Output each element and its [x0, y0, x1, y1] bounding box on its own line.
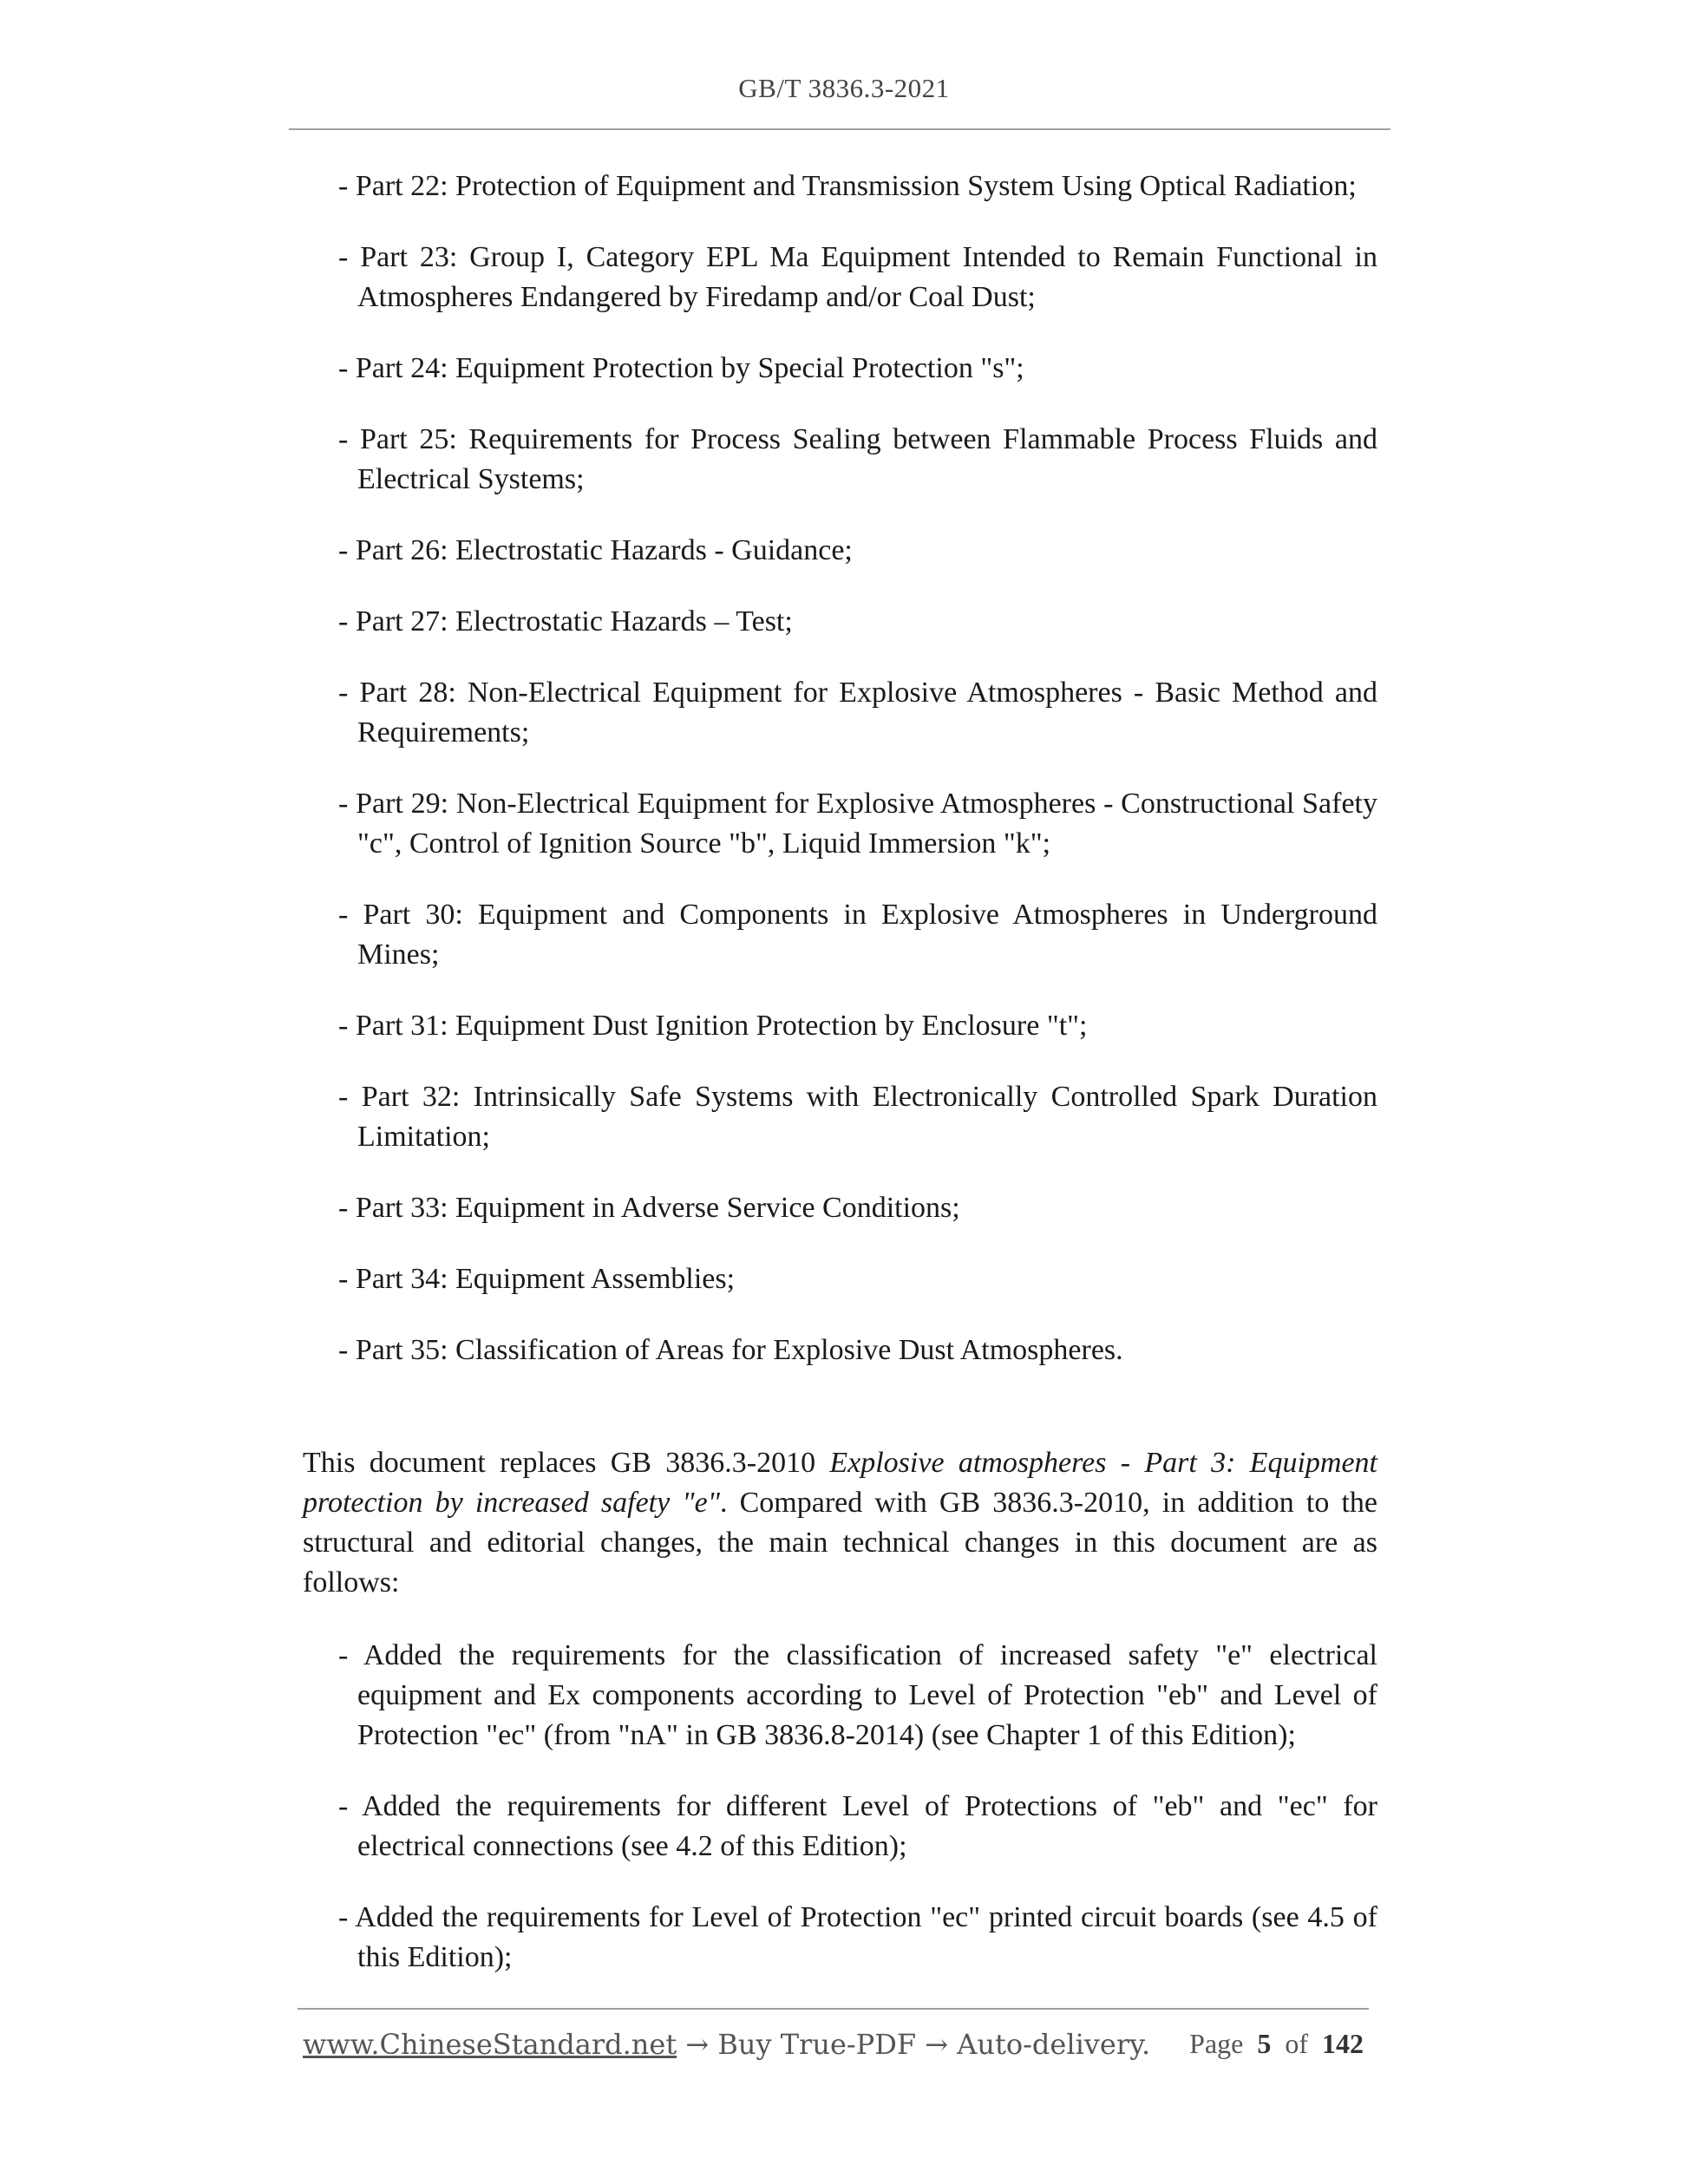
list-item: - Part 26: Electrostatic Hazards - Guidance; [338, 534, 853, 566]
list-item: - Part 32: Intrinsically Safe Systems with Electronically Controlled Spark Duration Limitation; [338, 1081, 1377, 1153]
list-item: - Part 30: Equipment and Components in Explosive Atmospheres in Underground Mines; [338, 899, 1377, 971]
page-header: GB/T 3836.3-2021 [738, 73, 950, 103]
paragraph-italic-title: Explosive atmospheres - Part 3: Equipment protection by increased safety "e" [303, 1447, 1377, 1519]
replacement-paragraph [303, 1443, 1377, 1603]
list-item: - Part 35: Classification of Areas for Explosive Dust Atmospheres. [338, 1334, 1123, 1366]
list-item: - Part 25: Requirements for Process Sealing between Flammable Process Fluids and Electrical Systems; [338, 423, 1377, 495]
list-item: - Added the requirements for Level of Protection "ec" printed circuit boards (see 4.5 of this Edition); [338, 1901, 1377, 1973]
paragraph-rest: . Compared with GB 3836.3-2010, in addition to the structural and editorial changes, the main technical changes in this document are as follows: [303, 1487, 1377, 1599]
list-item: - Part 22: Protection of Equipment and Transmission System Using Optical Radiation; [338, 170, 1357, 202]
arrow-icon: → [677, 2028, 718, 2061]
list-item: - Part 27: Electrostatic Hazards – Test; [338, 605, 793, 638]
page-total: 142 [1322, 2028, 1364, 2059]
buy-text: Buy True-PDF [717, 2028, 917, 2061]
arrow-icon: → [916, 2028, 958, 2061]
page-indicator [1189, 2028, 1364, 2060]
site-link[interactable]: www.ChineseStandard.net [303, 2028, 677, 2061]
of-label: of [1285, 2028, 1308, 2059]
paragraph-lead: This document replaces GB 3836.3-2010 [303, 1447, 830, 1479]
page-number: 5 [1257, 2028, 1272, 2059]
changes-list [338, 1636, 1377, 2009]
list-item: - Part 29: Non-Electrical Equipment for Explosive Atmospheres - Constructional Safety "c", Control of Ignition Source "b", Liquid Immersion "k"; [338, 788, 1377, 860]
delivery-text: Auto-delivery. [957, 2028, 1151, 2061]
footer-divider [298, 2008, 1369, 2010]
list-item: - Part 24: Equipment Protection by Special Protection "s"; [338, 352, 1024, 384]
list-item: - Added the requirements for different Level of Protections of "eb" and "ec" for electrical connections (see 4.2 of this Edition); [338, 1790, 1377, 1862]
list-item: - Part 23: Group I, Category EPL Ma Equipment Intended to Remain Functional in Atmospheres Endangered by Firedamp and/or Coal Dust; [338, 241, 1377, 313]
list-item: - Part 28: Non-Electrical Equipment for Explosive Atmospheres - Basic Method and Requirements; [338, 677, 1377, 749]
list-item: - Part 33: Equipment in Adverse Service Conditions; [338, 1192, 960, 1224]
list-item: - Part 34: Equipment Assemblies; [338, 1263, 736, 1295]
list-item: - Added the requirements for the classification of increased safety "e" electrical equipment and Ex components according to Level of Protection "eb" and Level of Protection "ec" (from "nA" in GB 3836.8-2014) (see Chapter 1 of this Edition); [338, 1639, 1377, 1751]
footer-links [303, 2028, 1150, 2061]
list-item: - Part 31: Equipment Dust Ignition Protection by Enclosure "t"; [338, 1010, 1088, 1042]
header-divider [289, 128, 1390, 130]
page-label: Page [1189, 2028, 1244, 2059]
parts-list [338, 167, 1377, 1402]
